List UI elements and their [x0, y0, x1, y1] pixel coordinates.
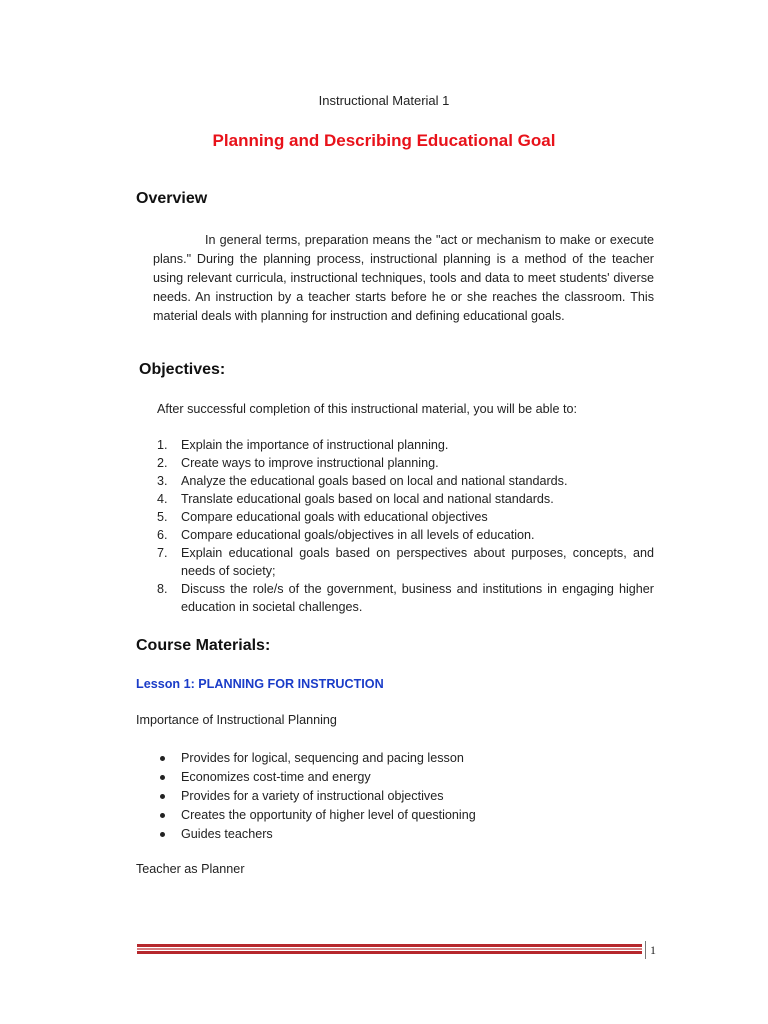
page-number: 1 — [650, 943, 656, 957]
footer-separator — [645, 941, 646, 959]
list-item — [157, 508, 654, 526]
list-item-text: Translate educational goals based on local and national standards. — [181, 492, 554, 506]
list-item — [157, 472, 654, 490]
footer-bar-line — [137, 951, 642, 954]
list-item-number: 2. — [157, 456, 168, 470]
list-item-text: Analyze the educational goals based on local and national standards. — [181, 474, 568, 488]
list-item-number: 8. — [157, 582, 168, 596]
list-item-text: Provides for a variety of instructional objectives — [181, 789, 444, 803]
list-item-number: 4. — [157, 492, 168, 506]
footer-decorative-bar — [137, 944, 642, 954]
bullet-icon — [160, 756, 165, 761]
bullet-icon — [160, 832, 165, 837]
subheading-teacher-as-planner: Teacher as Planner — [136, 862, 245, 876]
subheading-importance: Importance of Instructional Planning — [136, 713, 337, 727]
list-item-text: Creates the opportunity of higher level of questioning — [181, 808, 476, 822]
list-item-text: Guides teachers — [181, 827, 273, 841]
list-item-text: Explain educational goals based on perspectives about purposes, concepts, and needs of society; — [181, 546, 654, 578]
list-item-number: 3. — [157, 474, 168, 488]
list-item — [157, 544, 654, 580]
footer-bar-line — [137, 944, 642, 947]
list-item — [157, 436, 654, 454]
list-item-text: Economizes cost-time and energy — [181, 770, 371, 784]
list-item — [157, 768, 476, 787]
list-item-text: Compare educational goals/objectives in all levels of education. — [181, 528, 535, 542]
list-item-number: 1. — [157, 438, 168, 452]
importance-bullet-list — [157, 749, 476, 844]
lesson-title: Lesson 1: PLANNING FOR INSTRUCTION — [136, 677, 384, 691]
objectives-heading: Objectives: — [139, 361, 226, 378]
list-item-number: 7. — [157, 546, 168, 560]
bullet-icon — [160, 775, 165, 780]
list-item — [157, 825, 476, 844]
list-item-number: 6. — [157, 528, 168, 542]
list-item — [157, 490, 654, 508]
header-title: Instructional Material 1 — [318, 93, 450, 108]
list-item — [157, 580, 654, 616]
list-item-text: Create ways to improve instructional planning. — [181, 456, 439, 470]
bullet-icon — [160, 813, 165, 818]
overview-heading: Overview — [136, 190, 208, 207]
list-item — [157, 454, 654, 472]
overview-paragraph-text: In general terms, preparation means the "act or mechanism to make or execute plans." During the planning process, instructional planning is a method of the teacher using relevant curricula, instructional techniques, tools and data to meet students' diverse needs. An instruction by a teacher starts before he or she reaches the classroom. This material deals with planning for instruction and defining educational goals. — [153, 233, 654, 323]
list-item — [157, 787, 476, 806]
overview-paragraph — [153, 231, 654, 326]
list-item-text: Explain the importance of instructional planning. — [181, 438, 449, 452]
objectives-intro: After successful completion of this instructional material, you will be able to: — [157, 402, 577, 416]
objectives-list — [157, 436, 654, 616]
list-item-text: Compare educational goals with educational objectives — [181, 510, 488, 524]
list-item — [157, 526, 654, 544]
course-materials-heading: Course Materials: — [136, 637, 271, 654]
list-item — [157, 749, 476, 768]
list-item-text: Provides for logical, sequencing and pacing lesson — [181, 751, 464, 765]
main-title: Planning and Describing Educational Goal — [212, 131, 556, 150]
list-item — [157, 806, 476, 825]
bullet-icon — [160, 794, 165, 799]
footer-bar-line — [137, 948, 642, 950]
list-item-number: 5. — [157, 510, 168, 524]
list-item-text: Discuss the role/s of the government, business and institutions in engaging higher education in societal challenges. — [181, 582, 654, 614]
